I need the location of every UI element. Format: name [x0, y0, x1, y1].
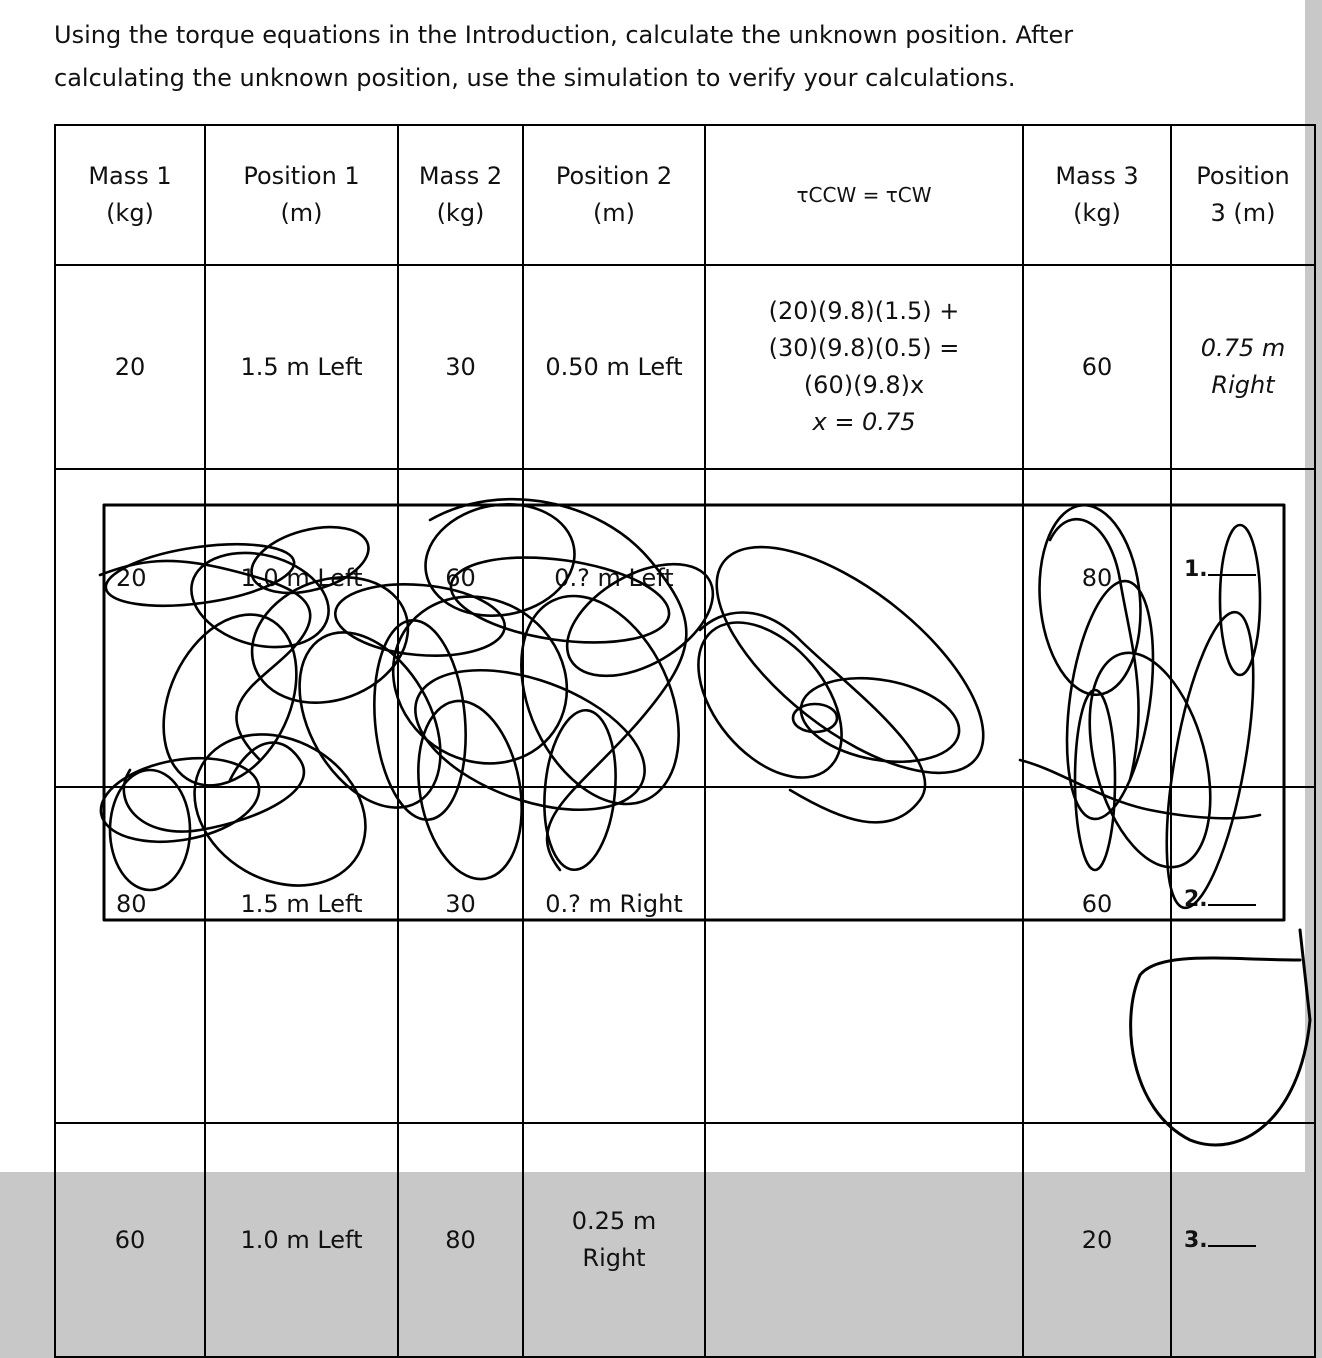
- header-mass-1: Mass 1 (kg): [55, 125, 205, 265]
- answer-blank-3[interactable]: [1208, 1225, 1256, 1247]
- example-position-2: 0.50 m Left: [523, 265, 705, 469]
- row1-position-2: 0.? m Left: [523, 469, 705, 787]
- row3-equation: [705, 1123, 1023, 1357]
- header-position-2: Position 2 (m): [523, 125, 705, 265]
- row3-mass-3: 20: [1023, 1123, 1171, 1357]
- row3-position-3[interactable]: [1171, 1123, 1315, 1357]
- example-mass-3: 60: [1023, 265, 1171, 469]
- answer-blank-1[interactable]: [1208, 554, 1256, 576]
- row2-position-1: 1.5 m Left: [205, 787, 398, 1123]
- row2-mass-2: 30: [398, 787, 523, 1123]
- example-position-1: 1.5 m Left: [205, 265, 398, 469]
- problem-row-2: [55, 787, 1315, 1123]
- row3-mass-2: 80: [398, 1123, 523, 1357]
- row1-mass-2: 60: [398, 469, 523, 787]
- row3-position-1: 1.0 m Left: [205, 1123, 398, 1357]
- answer-blank-2[interactable]: [1208, 884, 1256, 906]
- problem-row-1: [55, 469, 1315, 787]
- row1-mass-1: 20: [55, 469, 205, 787]
- row1-position-3[interactable]: [1171, 469, 1315, 787]
- example-position-3: 0.75 m Right: [1171, 265, 1315, 469]
- row2-position-2: 0.? m Right: [523, 787, 705, 1123]
- row2-mass-1: 80: [55, 787, 205, 1123]
- example-row: [55, 265, 1315, 469]
- answer-label-1: 1.: [1184, 557, 1208, 582]
- header-mass-2: Mass 2 (kg): [398, 125, 523, 265]
- row1-position-1: 1.0 m Left: [205, 469, 398, 787]
- row3-position-2: 0.25 m Right: [523, 1123, 705, 1357]
- instructions-line-1: Using the torque equations in the Introduction, calculate the unknown position. After: [54, 21, 1074, 49]
- instructions: [54, 14, 1234, 100]
- torque-table: [54, 124, 1316, 1358]
- header-torque-equation: τCCW = τCW: [705, 125, 1023, 265]
- row1-mass-3: 80: [1023, 469, 1171, 787]
- example-mass-2: 30: [398, 265, 523, 469]
- row2-position-3[interactable]: [1171, 787, 1315, 1123]
- row2-equation: [705, 787, 1023, 1123]
- instructions-line-2: calculating the unknown position, use the simulation to verify your calculations.: [54, 64, 1016, 92]
- problem-row-3: [55, 1123, 1315, 1357]
- header-position-1: Position 1 (m): [205, 125, 398, 265]
- header-position-3: Position 3 (m): [1171, 125, 1315, 265]
- answer-label-3: 3.: [1184, 1228, 1208, 1253]
- answer-label-2: 2.: [1184, 887, 1208, 912]
- header-mass-3: Mass 3 (kg): [1023, 125, 1171, 265]
- row3-mass-1: 60: [55, 1123, 205, 1357]
- row1-equation: [705, 469, 1023, 787]
- example-equation: (20)(9.8)(1.5) + (30)(9.8)(0.5) = (60)(9.8)x x = 0.75: [705, 265, 1023, 469]
- example-mass-1: 20: [55, 265, 205, 469]
- row2-mass-3: 60: [1023, 787, 1171, 1123]
- header-row: [55, 125, 1315, 265]
